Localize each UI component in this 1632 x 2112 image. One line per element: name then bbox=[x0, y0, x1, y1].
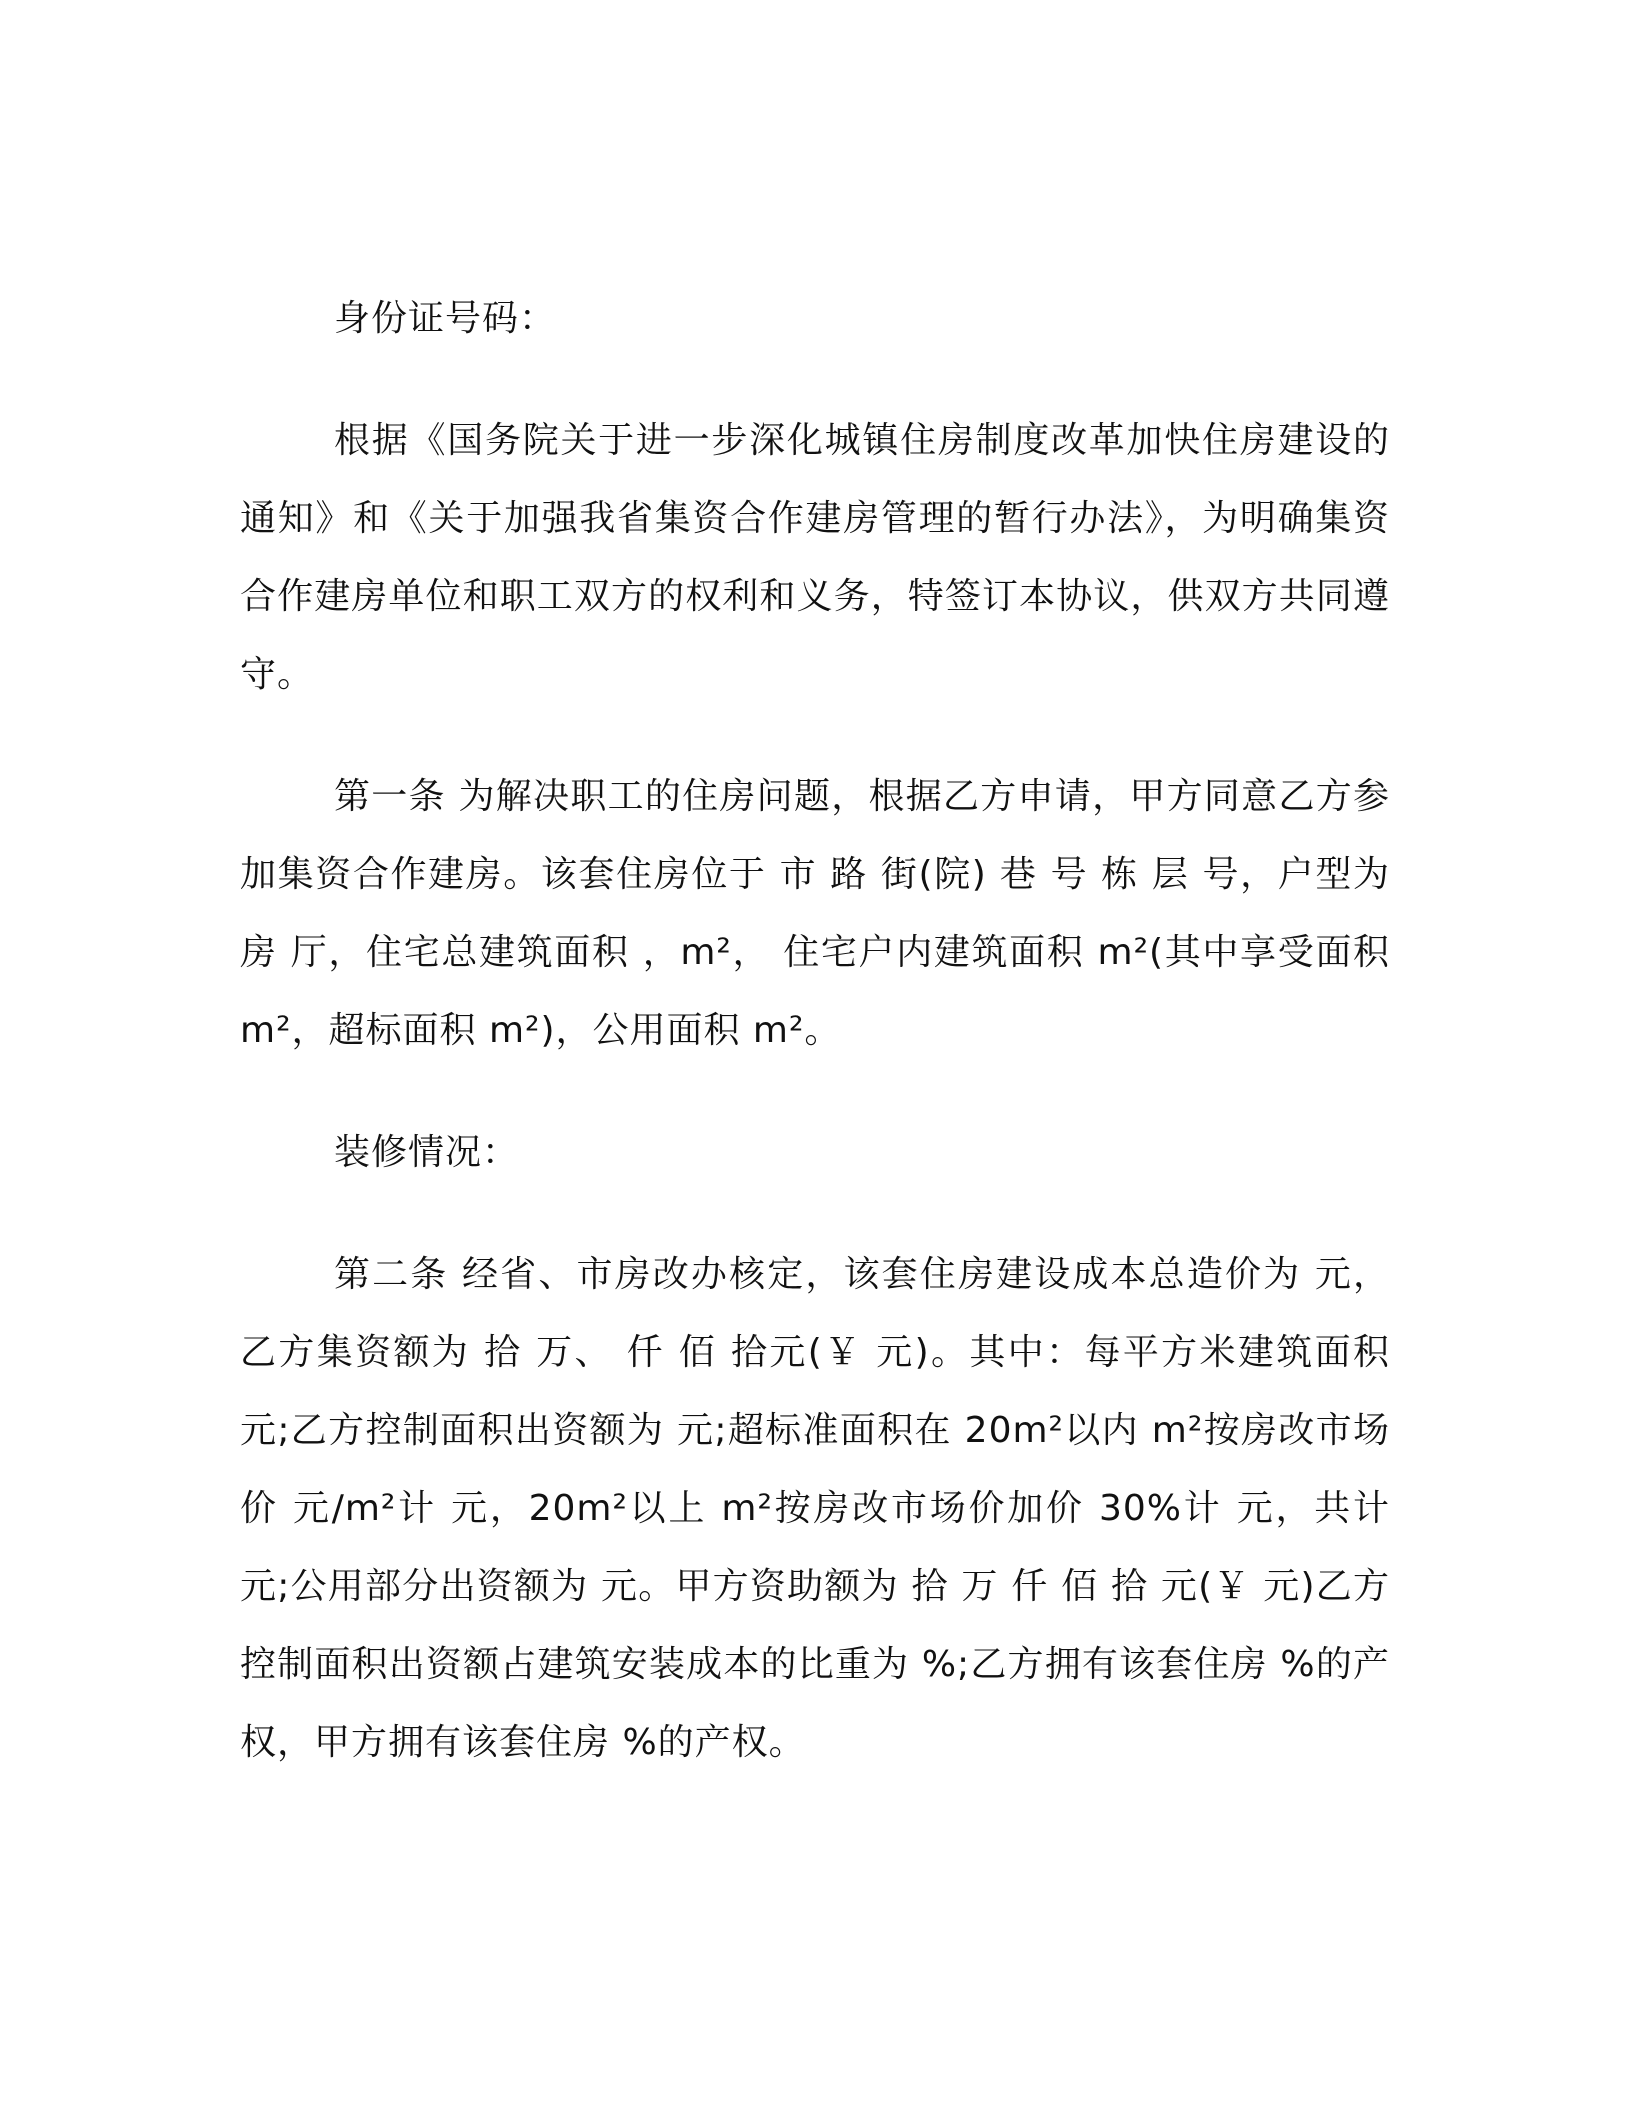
document-body bbox=[240, 280, 1390, 1826]
preamble-paragraph: 根据《国务院关于进一步深化城镇住房制度改革加快住房建设的通知》和《关于加强我省集资合作建房管理的暂行办法》，为明确集资合作建房单位和职工双方的权利和义务，特签订本协议，供双方共同遵守。 bbox=[240, 420, 1390, 695]
article-one-paragraph: 第一条 为解决职工的住房问题，根据乙方申请，甲方同意乙方参加集资合作建房。该套住房位于 市 路 街(院) 巷 号 栋 层 号，户型为 房 厅，住宅总建筑面积 ，m²， 住宅户内建筑面积 m²(其中享受面积 m²，超标面积 m²)，公用面积 m²。 bbox=[240, 776, 1390, 1051]
id-number-paragraph: 身份证号码： bbox=[334, 298, 557, 339]
decoration-paragraph: 装修情况： bbox=[334, 1132, 520, 1173]
article-two-paragraph: 第二条 经省、市房改办核定，该套住房建设成本总造价为 元，乙方集资额为 拾 万、 仟 佰 拾元(￥ 元)。其中：每平方米建筑面积 元;乙方控制面积出资额为 元;超标准面积在 20m²以内 m²按房改市场价 元/m²计 元，20m²以上 m²按房改市场价加价 30%计 元，共计 元;公用部分出资额为 元。甲方资助额为 拾 万 仟 佰 拾 元(￥ 元)乙方控制面积出资额占建筑安装成本的比重为 %;乙方拥有该套住房 %的产权，甲方拥有该套住房 %的产权。 bbox=[240, 1254, 1390, 1763]
